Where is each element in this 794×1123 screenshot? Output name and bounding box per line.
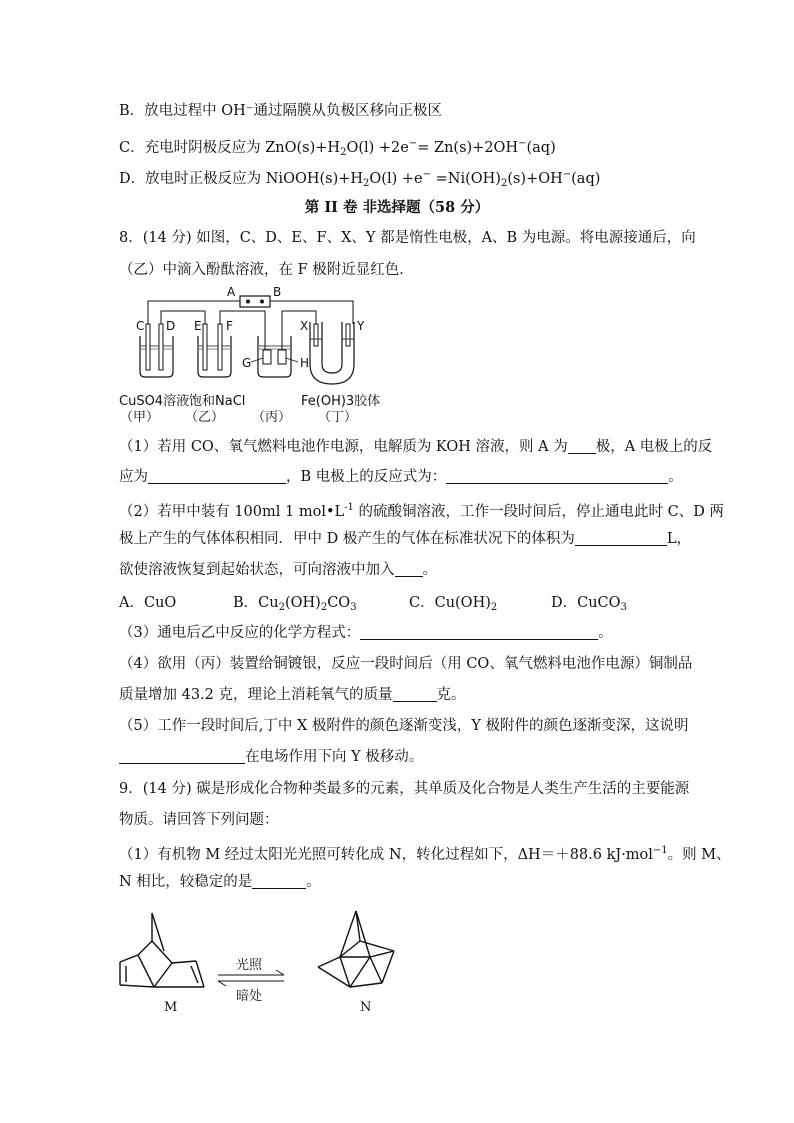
choice-b: B．$Cu_2(OH)_2CO_3$	[233, 595, 357, 613]
label-c: C	[136, 319, 145, 333]
answer-blank	[568, 439, 596, 454]
q8-part2-line-2: 极上产生的气体体积相同．甲中 D 极产生的气体在标准状况下的体积为 L，	[119, 531, 691, 547]
molecule-m-structure	[120, 913, 204, 987]
arrow-label-light: 光照	[236, 958, 263, 973]
q8-stem-line-1: 8．(14 分) 如图，C、D、E、F、X、Y 都是惰性电极，A、B 为电源。将电源接通后，向	[119, 230, 696, 246]
q8-stem-line-2: （乙）中滴入酚酞溶液，在 F 极附近显红色．	[119, 262, 414, 278]
electrolysis-apparatus-diagram	[128, 284, 388, 394]
choice-a: A．CuO	[119, 595, 177, 611]
answer-blank	[446, 469, 668, 484]
option-b: B．放电过程中 OH⁻通过隔膜从负极区移向正极区	[119, 103, 442, 119]
option-d: D．放电时正极反应为 $NiOOH(s)+H_2O(l) +e^- =Ni(OH)_2(s)+OH^-(aq)$	[119, 169, 601, 189]
q8-part5-line-1: （5）工作一段时间后,丁中 X 极附件的颜色逐渐变浅，Y 极附件的颜色逐渐变深，这说明	[119, 718, 689, 734]
q8-part1-line-2: 应为 ，B 电极上的反应式为： 。	[119, 469, 683, 485]
q8-part2-line-1: （2）若甲中装有 100ml 1 $mol•L^{-1}$ 的硫酸铜溶液，工作一段时间后，停止通电此时 C、D 两	[119, 502, 724, 520]
q9-part1-line-2: N 相比，较稳定的是 。	[119, 874, 321, 890]
q9-stem-line-1: 9．(14 分) 碳是形成化合物种类最多的元素，其单质及化合物是人类生产生活的主要能源	[119, 781, 690, 797]
q8-part5-line-2: 在电场作用下向 Y 极移动。	[119, 747, 423, 767]
answer-blank	[148, 469, 286, 484]
label-b: B	[273, 285, 282, 299]
label-y: Y	[357, 319, 365, 333]
caption-yi-solution: 饱和NaCl	[189, 394, 246, 409]
q8-part4-line-1: （4）欲用（丙）装置给铜镀银，反应一段时间后（用 CO、氧气燃料电池作电源）铜制品	[119, 656, 693, 672]
caption-jia: （甲）	[120, 410, 160, 425]
label-d: D	[166, 319, 176, 333]
section-heading: 第 II 卷 非选择题（58 分）	[304, 199, 490, 216]
answer-blank	[393, 687, 437, 702]
q8-part2-line-3: 欲使溶液恢复到起始状态，可向溶液中加入 。	[119, 562, 437, 578]
label-f: F	[226, 319, 233, 333]
q8-part3-line: （3）通电后乙中反应的化学方程式： 。	[119, 625, 613, 641]
option-c: C．充电时阴极反应为 $ZnO(s)+H_2O(l) +2e^-= Zn(s)+2OH^-(aq)$	[119, 138, 556, 158]
label-n: N	[360, 1000, 372, 1015]
caption-ding: （丁）	[318, 410, 358, 425]
label-e: E	[194, 319, 202, 333]
choice-d: D．CuCO$_3$	[551, 595, 627, 613]
q9-stem-line-2: 物质。请回答下列问题：	[119, 812, 279, 828]
choice-c: C．$Cu(OH)_2$	[409, 595, 498, 613]
caption-ding-solution: Fe(OH)3胶体	[301, 394, 381, 409]
label-m: M	[164, 1000, 178, 1015]
label-h: H	[300, 356, 310, 370]
reaction-scheme-m-to-n	[118, 905, 418, 1020]
answer-blank	[252, 874, 306, 889]
arrow-label-dark: 暗处	[236, 989, 263, 1004]
label-g: G	[242, 356, 252, 370]
molecule-n-structure	[318, 911, 394, 987]
q9-part1-line-1: （1）有机物 M 经过太阳光光照可转化成 N，转化过程如下，ΔH＝＋88.6 kJ·mol$^{-1}$。则 M、	[119, 845, 731, 863]
answer-blank	[575, 531, 667, 546]
caption-bing: （丙）	[252, 410, 292, 425]
q8-part1-line-1: （1）若用 CO、氧气燃料电池作电源，电解质为 KOH 溶液，则 A 为 极，A 电极上的反	[119, 439, 713, 455]
label-x: X	[300, 319, 309, 333]
caption-jia-solution: CuSO4溶液	[119, 394, 190, 409]
q8-part4-line-2: 质量增加 43.2 克，理论上消耗氧气的质量 克。	[119, 687, 466, 703]
answer-blank	[360, 625, 598, 640]
answer-blank	[395, 562, 423, 577]
answer-blank	[119, 749, 245, 764]
label-a: A	[227, 285, 236, 299]
caption-yi: （乙）	[185, 410, 225, 425]
